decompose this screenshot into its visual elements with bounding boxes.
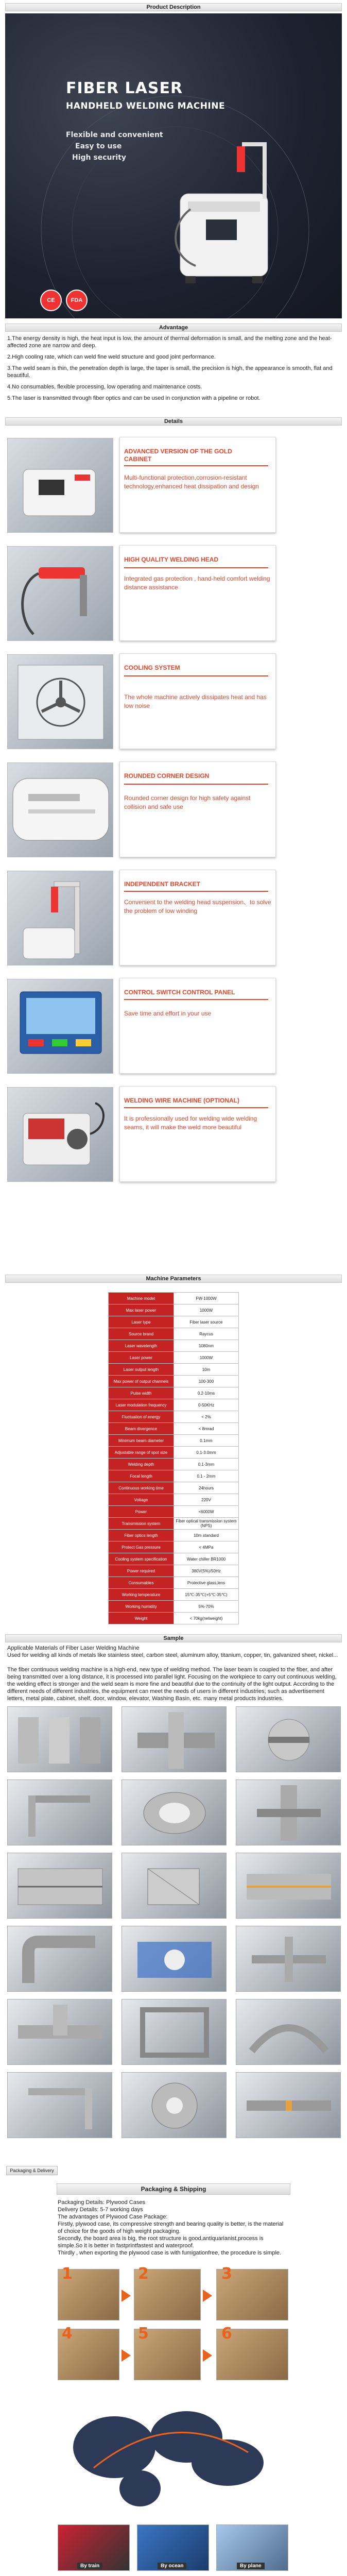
sample-bracket-icon [8, 1780, 112, 1845]
step-number-6: 6 [221, 2325, 232, 2343]
hero-line-1: Flexible and convenient [66, 131, 163, 139]
parameter-value: 100-300 [174, 1376, 239, 1387]
fda-badge: FDA [66, 290, 88, 311]
sample-image-9 [236, 1853, 341, 1919]
parameter-row [109, 1530, 239, 1541]
sample-image-16 [7, 2072, 112, 2138]
parameters-table [108, 1292, 239, 1624]
world-map-icon [58, 2391, 289, 2519]
parameter-name: Working temperature [109, 1589, 174, 1601]
sample-image-17 [122, 2072, 227, 2138]
advantage-item-5: 5.The laser is transmitted through fiber optics and can be used in conjunction with a pipeline or robot. [7, 395, 261, 401]
detail-card [119, 653, 276, 749]
sample-materials-text: Used for welding all kinds of metals like stainless steel, carbon steel, aluminum alloy, titanium, copper, tin, galvanized sheet, nickel... [7, 1652, 338, 1658]
parameter-row [109, 1541, 239, 1553]
parameter-value: 10m standard [174, 1530, 239, 1541]
parameter-name: Laser output length [109, 1364, 174, 1376]
sample-plate-icon [122, 1926, 227, 1992]
sample-header: Sample [5, 1634, 342, 1642]
parameter-name: Protect Gas pressure [109, 1541, 174, 1553]
plywood-third-line: Thirdly , when exporting the plywood case is with fumigationfree, the procedure is simple. [58, 2250, 282, 2256]
detail-image-rounded-corner [7, 762, 113, 857]
detail-divider [124, 465, 268, 466]
detail-image-wire-machine [7, 1087, 113, 1182]
sample-tube-icon [236, 1780, 341, 1845]
detail-divider [124, 1107, 268, 1108]
parameter-row [109, 1399, 239, 1411]
detail-title: ADVANCED VERSION OF THE GOLD CABINET [124, 448, 232, 463]
parameter-row [109, 1304, 239, 1316]
step-number-2: 2 [138, 2265, 149, 2283]
sample-cylinder-icon [122, 1780, 227, 1845]
parameter-name: Laser wavelength [109, 1340, 174, 1352]
detail-divider [124, 567, 268, 568]
parameter-name: Working humidity [109, 1601, 174, 1613]
sample-image-14 [122, 1999, 227, 2065]
sample-flange-icon [122, 2073, 227, 2138]
sample-applicable-heading: Applicable Materials of Fiber Laser Welding Machine [7, 1645, 140, 1651]
sample-tee-icon [8, 1999, 112, 2065]
parameter-row [109, 1482, 239, 1494]
parameter-row [109, 1423, 239, 1435]
plywood-first-line: Firstly, plywood case, its compressive strength and bearing quality is better, is the material of choice for the goods of high weight packaging. [58, 2221, 284, 2234]
by-plane-label: By plane [237, 2563, 265, 2569]
detail-image-bracket [7, 871, 113, 965]
detail-image-cooling [7, 654, 113, 749]
parameter-row [109, 1589, 239, 1601]
by-ocean-label: By ocean [158, 2563, 186, 2569]
detail-title: HIGH QUALITY WELDING HEAD [124, 556, 219, 563]
step-number-5: 5 [138, 2325, 149, 2343]
product-description-header: Product Description [5, 3, 342, 11]
parameter-name: Voltage [109, 1494, 174, 1506]
packaging-details-line: Packaging Details: Plywood Cases [58, 2199, 145, 2206]
sample-image-13 [7, 1999, 112, 2065]
machine-parameters-header: Machine Parameters [5, 1275, 342, 1283]
parameter-name: Power required [109, 1565, 174, 1577]
detail-divider [124, 891, 268, 892]
parameter-row [109, 1565, 239, 1577]
welding-head-icon [8, 547, 113, 641]
parameter-row [109, 1470, 239, 1482]
parameter-row [109, 1494, 239, 1506]
parameter-value: 0.1-3.0mm [174, 1447, 239, 1459]
step-number-4: 4 [62, 2325, 73, 2343]
bracket-icon [8, 871, 113, 965]
parameter-value: 0.1-3mm [174, 1459, 239, 1470]
parameter-row [109, 1352, 239, 1364]
detail-divider [124, 784, 268, 785]
detail-description: It is professionally used for welding wide welding seams, it will make the weld more beautiful [124, 1115, 257, 1131]
parameter-value: 0-50KHz [174, 1399, 239, 1411]
parameter-value: 0.1 - 2mm [174, 1470, 239, 1482]
advantage-item-4: 4.No consumables, flexible processing, low operating and maintenance costs. [7, 384, 202, 390]
detail-title: COOLING SYSTEM [124, 664, 180, 671]
rounded-corner-icon [8, 763, 113, 857]
control-panel-icon [8, 979, 113, 1074]
parameter-value: <6000W [174, 1506, 239, 1518]
detail-description: Integrated gas protection , hand-held comfort welding distance assistance [124, 575, 270, 591]
detail-image-cabinet [7, 438, 113, 533]
parameter-value: Fiber laser source [174, 1316, 239, 1328]
parameter-value: < 2% [174, 1411, 239, 1423]
parameter-name: Adjustable range of spot size [109, 1447, 174, 1459]
step-number-3: 3 [221, 2265, 232, 2283]
parameter-row [109, 1518, 239, 1530]
detail-title: CONTROL SWITCH CONTROL PANEL [124, 989, 235, 996]
detail-card [119, 1086, 276, 1182]
delivery-details-line: Delivery Details: 5-7 working days [58, 2207, 143, 2213]
packaging-shipping-header: Packaging & Shipping [57, 2183, 290, 2195]
parameter-name: Laser modulation frequency [109, 1399, 174, 1411]
sample-joint-icon [122, 1707, 227, 1772]
sample-fitting-icon [236, 1707, 341, 1772]
detail-divider [124, 675, 268, 676]
sample-image-8 [122, 1853, 227, 1919]
sample-image-6 [236, 1780, 341, 1845]
parameter-value: Raycus [174, 1328, 239, 1340]
parameter-value: 10m [174, 1364, 239, 1376]
parameter-value: 24hours [174, 1482, 239, 1494]
parameter-name: Cooling system specification [109, 1553, 174, 1565]
parameter-name: Laser type [109, 1316, 174, 1328]
sample-elbow-icon [8, 1926, 112, 1992]
hero-banner [5, 13, 342, 318]
parameter-row [109, 1340, 239, 1352]
sample-sheet-icon [8, 1853, 112, 1919]
detail-row-control-panel [7, 975, 340, 1078]
sample-image-5 [122, 1780, 227, 1845]
hero-line-3: High security [72, 154, 126, 162]
detail-row-independent-bracket [7, 867, 340, 970]
arrow-right-icon [122, 2290, 131, 2302]
advantage-item-3: 3.The weld seam is thin, the penetration depth is large, the taper is small, the precision is high, the appearance is smooth, flat and beautiful. [7, 365, 333, 379]
detail-card [119, 870, 276, 965]
detail-card [119, 978, 276, 1074]
parameter-value: 1000W [174, 1352, 239, 1364]
parameter-name: Beam divergence [109, 1423, 174, 1435]
parameter-row [109, 1601, 239, 1613]
detail-card [119, 437, 276, 533]
arrow-right-icon [203, 2349, 212, 2362]
parameter-row [109, 1364, 239, 1376]
arrow-right-icon [203, 2290, 212, 2302]
sample-pipe-joint-icon [236, 2073, 341, 2138]
parameter-row [109, 1376, 239, 1387]
detail-image-control-panel [7, 979, 113, 1074]
sample-image-1 [7, 1706, 112, 1772]
parameter-value: 380V(5%)/50Hz [174, 1565, 239, 1577]
detail-row-rounded-corner [7, 758, 340, 861]
parameter-row [109, 1577, 239, 1589]
parameter-name: Pulse width [109, 1387, 174, 1399]
sample-image-3 [236, 1706, 341, 1772]
parameter-row [109, 1411, 239, 1423]
cooling-fan-icon [8, 655, 113, 749]
plywood-second-line: Secondly, the board area is big, the root structure is good,antiquarianist,process is simple.So it is better in fastprintfastest and waterproof. [58, 2235, 264, 2249]
parameter-row [109, 1459, 239, 1470]
parameter-value: Water chiller BR1000 [174, 1553, 239, 1565]
parameter-name: Transmission system [109, 1518, 174, 1530]
sample-box-icon [122, 1853, 227, 1919]
detail-description: Multi-functional protection,corrosion-resistant technology,enhanced heat dissipation and design [124, 474, 259, 490]
sample-image-15 [236, 1999, 341, 2065]
parameter-value: 15℃-35℃(+5℃-35℃) [174, 1589, 239, 1601]
detail-row-cooling-system [7, 650, 340, 753]
parameter-value: < 4MPa [174, 1541, 239, 1553]
parameter-row [109, 1553, 239, 1565]
detail-row-gold-cabinet [7, 434, 340, 537]
parameter-row [109, 1387, 239, 1399]
parameter-row [109, 1316, 239, 1328]
advantage-item-2: 2.High cooling rate, which can weld fine weld structure and good joint performance. [7, 354, 216, 360]
wire-feeder-icon [8, 1088, 113, 1182]
detail-title: INDEPENDENT BRACKET [124, 880, 201, 888]
detail-row-welding-head [7, 542, 340, 645]
sample-image-2 [122, 1706, 227, 1772]
detail-title: ROUNDED CORNER DESIGN [124, 772, 210, 779]
sample-corner-icon [8, 2073, 112, 2138]
packaging-delivery-tab[interactable]: Packaging & Delivery [6, 2166, 58, 2175]
detail-title: WELDING WIRE MACHINE (OPTIONAL) [124, 1097, 239, 1104]
detail-description: Rounded corner design for high safety against collision and safe use [124, 794, 251, 810]
sample-rod-icon [236, 1926, 341, 1992]
parameter-value: 5%-70% [174, 1601, 239, 1613]
sample-description-text: The fiber continuous welding machine is a high-end, new type of welding method. The laser beam is coupled to the fiber, and after being transmitted over a long distance, it is processed into parallel light. Focusing on the workpiece to carry out continuous welding, the welding effect is stronger and the weld seam is more fine and beautiful due to the continuity of the light output. According to the different needs of different industries, the equipment can meet the needs of users in different industries; such as advertisement letters, metal plate, cabinet, shelf, door, window, elevator, Washing Basin, etc. many metal products industries. [7, 1667, 337, 1702]
sample-image-12 [236, 1926, 341, 1992]
detail-row-wire-machine [7, 1083, 340, 1186]
parameter-value: 0.2-10ms [174, 1387, 239, 1399]
parameter-row [109, 1447, 239, 1459]
parameter-name: Machine model [109, 1293, 174, 1304]
hero-subtitle: HANDHELD WELDING MACHINE [66, 101, 225, 111]
parameter-value: FW-1000W [174, 1293, 239, 1304]
cabinet-icon [8, 438, 113, 533]
parameter-name: Weight [109, 1613, 174, 1624]
sample-image-10 [7, 1926, 112, 1992]
parameter-value: Protective glass,lens [174, 1577, 239, 1589]
arrow-right-icon [122, 2349, 131, 2362]
advantage-item-1: 1.The energy density is high, the heat input is low, the amount of thermal deformation is small, and the melting zone and the heat-affected zone are narrow and deep. [7, 335, 332, 349]
advantage-header: Advantage [5, 324, 342, 332]
sample-seam-icon [236, 1853, 341, 1919]
parameter-name: Fiber optics length [109, 1530, 174, 1541]
parameter-name: Welding depth [109, 1459, 174, 1470]
parameter-row [109, 1328, 239, 1340]
by-train-label: By train [77, 2563, 102, 2569]
step-number-1: 1 [62, 2265, 73, 2283]
parameter-name: Laser power [109, 1352, 174, 1364]
parameter-value: Fiber optical transmission system (NPS) [174, 1518, 239, 1530]
parameter-name: Power [109, 1506, 174, 1518]
parameter-value: 220V [174, 1494, 239, 1506]
details-header: Details [5, 417, 342, 426]
parameter-row [109, 1506, 239, 1518]
sample-image-11 [122, 1926, 227, 1992]
parameter-name: Minimum beam diameter [109, 1435, 174, 1447]
parameter-value: < 70kg(netweight) [174, 1613, 239, 1624]
sample-frame-icon [122, 1999, 227, 2065]
detail-card [119, 761, 276, 857]
detail-description: Convenient to the welding head suspension、to solve the problem of low winding [124, 899, 271, 914]
sample-image-7 [7, 1853, 112, 1919]
detail-divider [124, 999, 268, 1000]
parameter-value: 1080nm [174, 1340, 239, 1352]
detail-image-welding-head [7, 546, 113, 641]
sample-image-4 [7, 1780, 112, 1845]
parameter-value: < 8mrad [174, 1423, 239, 1435]
parameter-name: Continuous working time [109, 1482, 174, 1494]
parameter-row [109, 1435, 239, 1447]
detail-card [119, 545, 276, 641]
parameter-name: Consumables [109, 1577, 174, 1589]
plywood-advantages-line: The advantages of Plywood Case Package: [58, 2214, 168, 2220]
detail-description: The whole machine actively dissipates heat and has low noise [124, 693, 267, 709]
parameter-row [109, 1613, 239, 1624]
parameter-value: 0.1mm [174, 1435, 239, 1447]
parameter-name: Fluctuation of energy [109, 1411, 174, 1423]
hero-title: FIBER LASER [66, 79, 183, 97]
parameter-name: Max power of output channels [109, 1376, 174, 1387]
parameter-name: Max laser power [109, 1304, 174, 1316]
parameter-row [109, 1293, 239, 1304]
sample-image-18 [236, 2072, 341, 2138]
detail-description: Save time and effort in your use [124, 1010, 212, 1017]
parameter-value: 1000W [174, 1304, 239, 1316]
sample-pipes-icon [8, 1707, 112, 1772]
hero-line-2: Easy to use [75, 142, 122, 150]
ce-badge: CE [40, 290, 62, 311]
sample-handle-icon [236, 1999, 341, 2065]
parameter-name: Source brand [109, 1328, 174, 1340]
welding-machine-image [160, 132, 288, 286]
parameter-name: Focal length [109, 1470, 174, 1482]
